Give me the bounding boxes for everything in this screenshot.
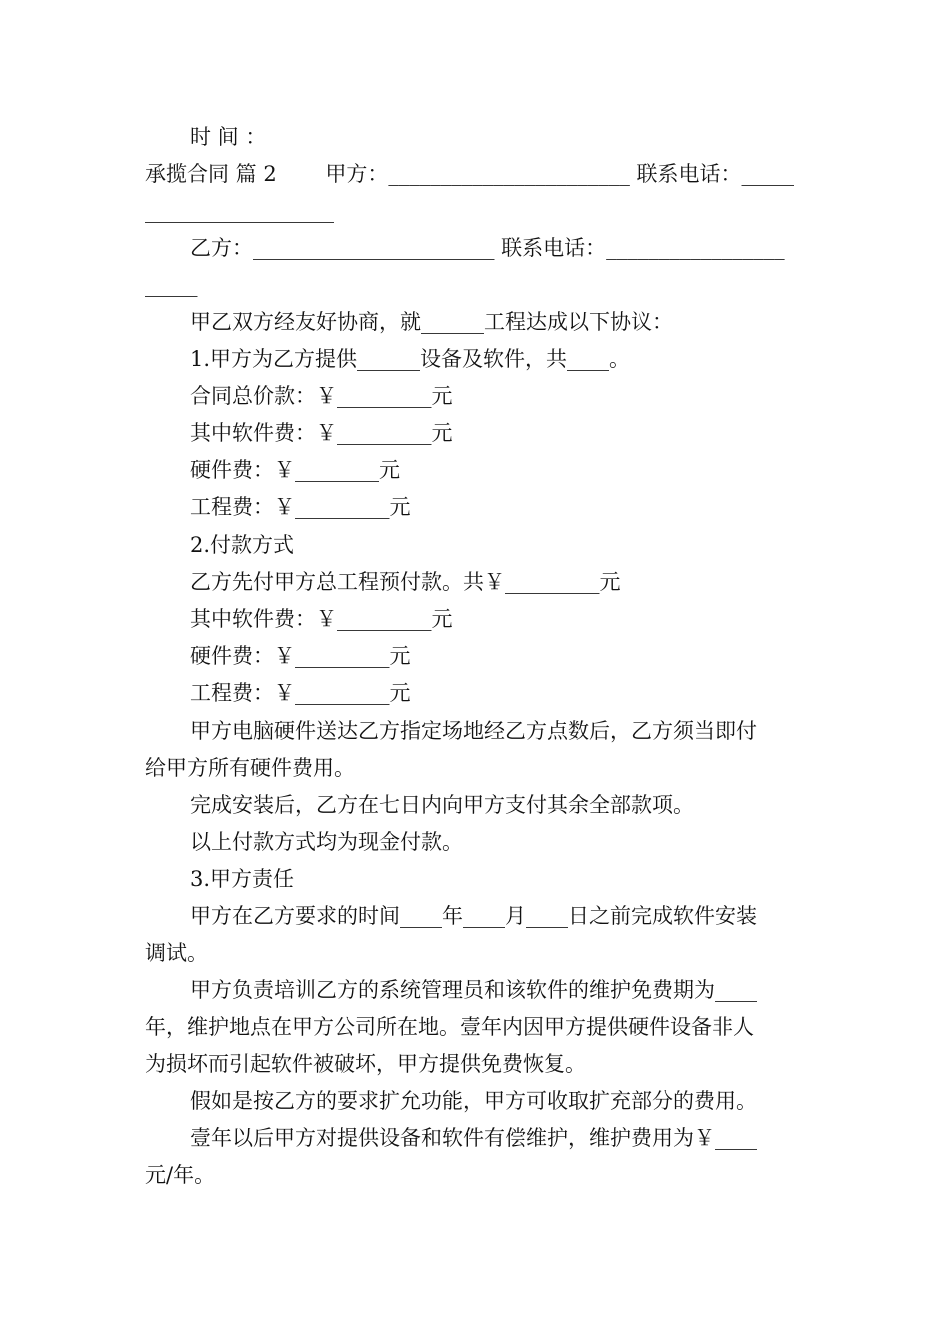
engineering-fee-line-2: 工程费：￥_________元 xyxy=(190,681,411,705)
paragraph-extension: 假如是按乙方的要求扩允功能，甲方可收取扩充部分的费用。 xyxy=(190,1089,757,1113)
agreement-intro: 甲乙双方经友好协商，就______工程达成以下协议： xyxy=(190,310,673,334)
hardware-fee-line: 硬件费：￥________元 xyxy=(190,458,400,482)
total-price-line: 合同总价款：￥_________元 xyxy=(190,384,453,408)
paragraph-cash-payment: 以上付款方式均为现金付款。 xyxy=(190,830,463,854)
paragraph-training: 甲方负责培训乙方的系统管理员和该软件的维护免费期为____ xyxy=(190,978,757,1002)
paragraph-install-date: 甲方在乙方要求的时间____年____月____日之前完成软件安装 xyxy=(190,904,757,928)
clause-1-title: 1.甲方为乙方提供______设备及软件，共____。 xyxy=(190,347,631,371)
clause-2-title: 2.付款方式 xyxy=(190,533,295,557)
phone-blank-continuation: __________________ xyxy=(145,199,334,223)
prepayment-line: 乙方先付甲方总工程预付款。共￥_________元 xyxy=(190,570,621,594)
hardware-fee-line-2: 硬件费：￥_________元 xyxy=(190,644,411,668)
time-line: 时 间 ： xyxy=(190,125,267,149)
paragraph-paid-maintenance-cont: 元/年。 xyxy=(145,1163,216,1187)
contract-heading-line: 承揽合同 篇 2 甲方：_______________________ 联系电话：_____ xyxy=(145,162,795,186)
software-fee-line-2: 其中软件费：￥_________元 xyxy=(190,607,453,631)
paragraph-hardware-delivery: 甲方电脑硬件送达乙方指定场地经乙方点数后，乙方须当即付 xyxy=(190,719,757,743)
paragraph-training-cont-2: 为损坏而引起软件被破坏，甲方提供免费恢复。 xyxy=(145,1052,586,1076)
software-fee-line: 其中软件费：￥_________元 xyxy=(190,421,453,445)
paragraph-training-cont-1: 年，维护地点在甲方公司所在地。壹年内因甲方提供硬件设备非人 xyxy=(145,1015,754,1039)
party-b-line: 乙方：_______________________ 联系电话：_________________ xyxy=(190,236,785,260)
clause-3-title: 3.甲方责任 xyxy=(190,867,295,891)
phone-blank-continuation-2: _____ xyxy=(145,273,198,297)
paragraph-hardware-delivery-cont: 给甲方所有硬件费用。 xyxy=(145,756,355,780)
engineering-fee-line: 工程费：￥_________元 xyxy=(190,495,411,519)
paragraph-install-date-cont: 调试。 xyxy=(145,941,208,965)
paragraph-after-install: 完成安装后，乙方在七日内向甲方支付其余全部款项。 xyxy=(190,793,694,817)
paragraph-paid-maintenance: 壹年以后甲方对提供设备和软件有偿维护，维护费用为￥____ xyxy=(190,1126,757,1150)
